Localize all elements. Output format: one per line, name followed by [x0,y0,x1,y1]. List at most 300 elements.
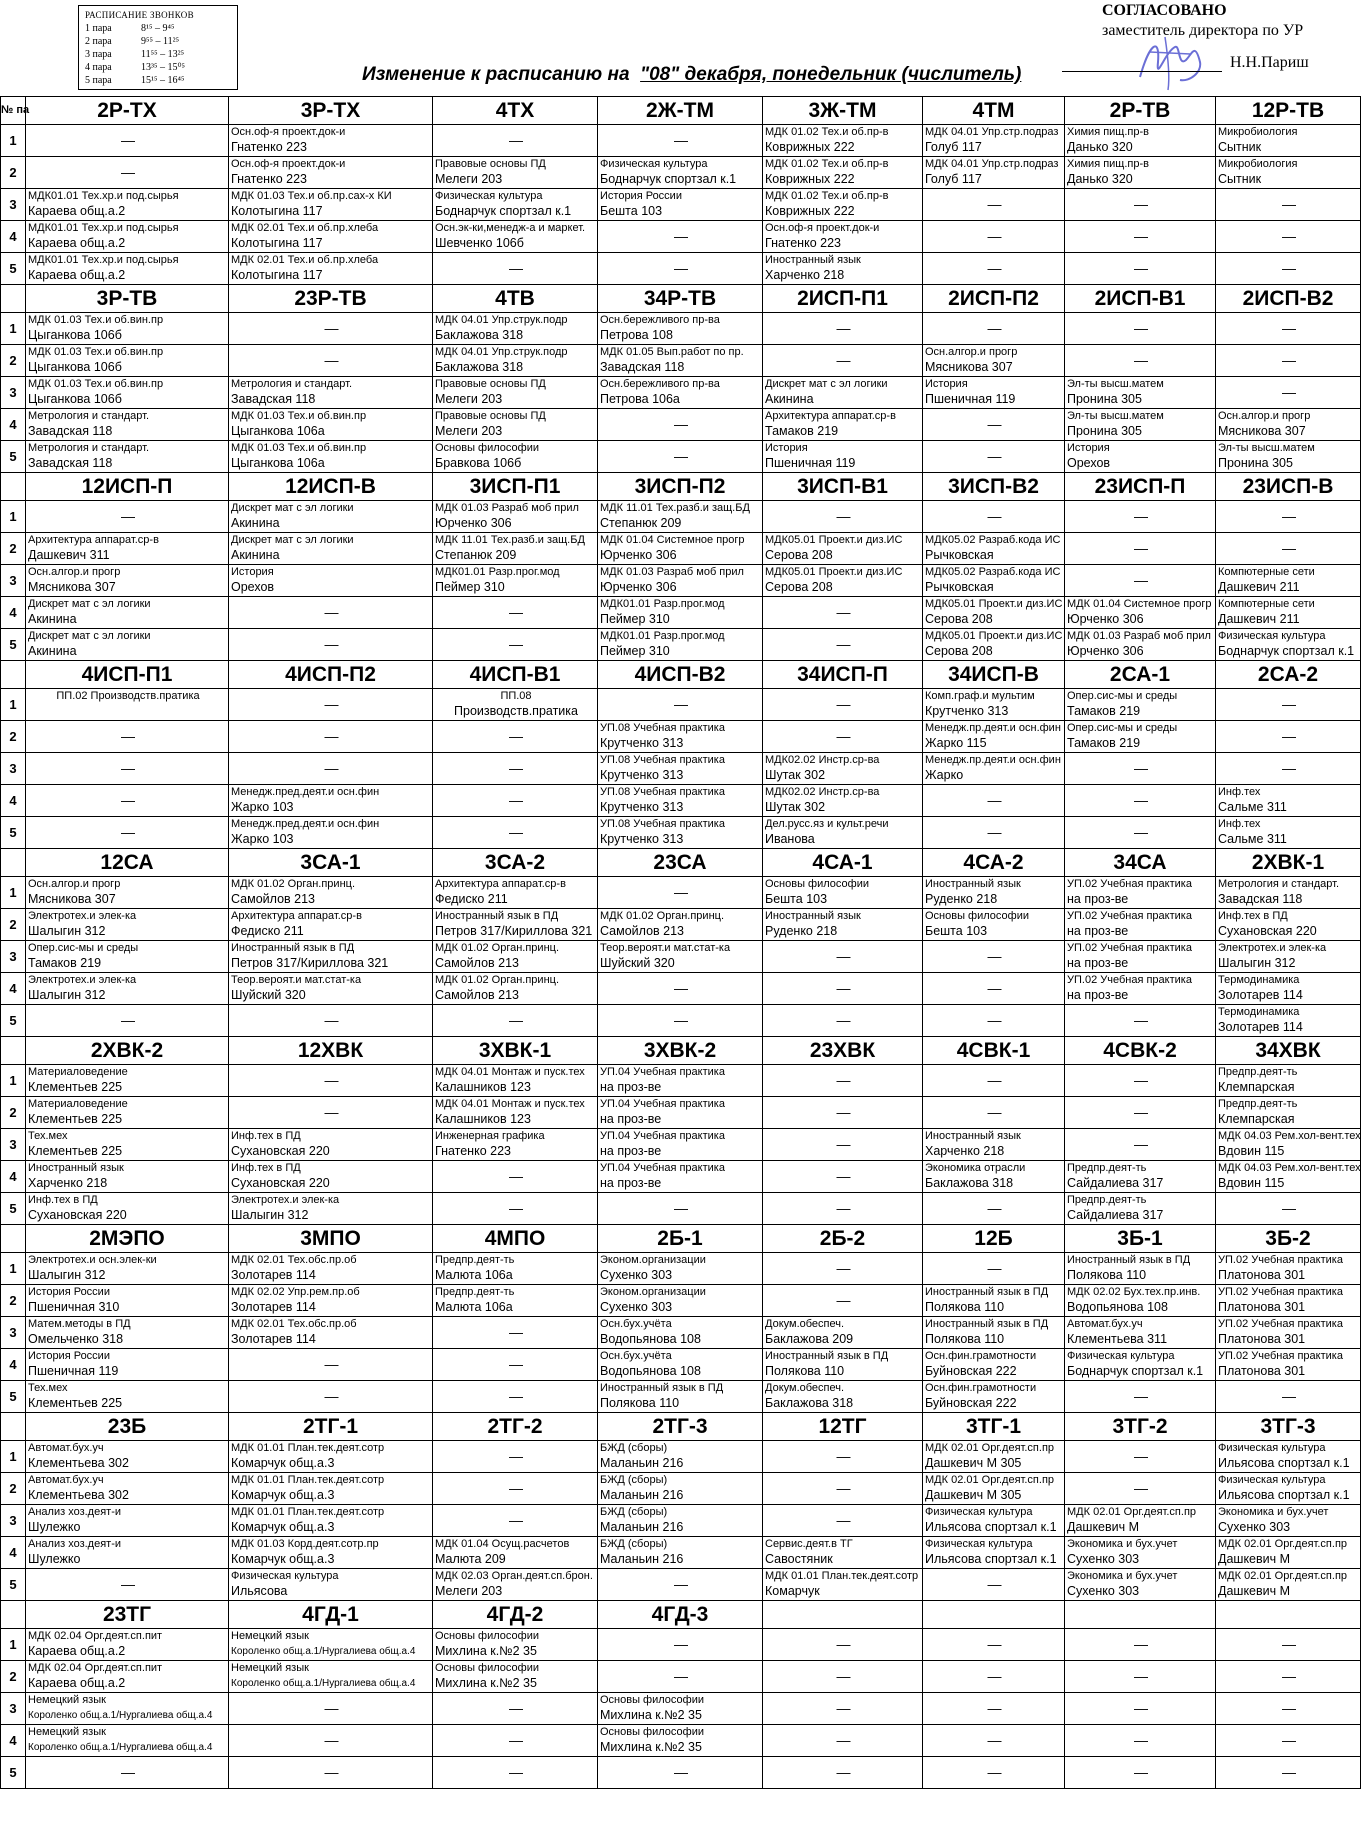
group-name: 3Р-ТХ [229,97,433,125]
lesson-cell [433,1629,598,1661]
subject: Материаловедение [28,1066,128,1078]
teacher-room: Комарчук общ.а.3 [231,1552,335,1566]
pair-number: 1 [1,689,26,721]
signature-line [1062,57,1222,72]
teacher-room: Дашкевич М 305 [925,1456,1022,1470]
lesson-cell [763,533,923,565]
empty-cell: — [923,1661,1065,1693]
group-name: 34ХВК [1216,1037,1361,1065]
lesson-cell [433,1097,598,1129]
group-name: 2СА-2 [1216,661,1361,689]
empty-cell: — [763,1725,923,1757]
pair-number: 4 [1,785,26,817]
teacher-room: Коврижных 222 [765,140,855,154]
subject: МДК 02.01 Тех.обс.пр.об [231,1254,357,1266]
teacher-room: Баклажова 318 [435,360,524,374]
teacher-room: Клементьева 302 [28,1488,129,1502]
lesson-cell [1216,565,1361,597]
lesson-row [1,1193,1361,1225]
teacher-room: Клемпарская [1218,1112,1295,1126]
subject: Инф.тех [1218,818,1261,830]
subject: Дискрет мат с эл логики [28,598,151,610]
subject: Электротех.и элек-ка [28,910,137,922]
subject: БЖД (сборы) [600,1538,668,1550]
subject: МДК 04.03 Рем.хол-вент.тех [1218,1162,1361,1174]
subject: Осн.оф-я проект.док-и [231,158,346,170]
subject: МДК02.02 Инстр.ср-ва [765,754,880,766]
group-name: 23ИСП-П [1065,473,1216,501]
lesson-cell [763,441,923,473]
group-name: 4ГД-3 [598,1601,763,1629]
group-name: 4ИСП-В2 [598,661,763,689]
empty-cell: — [1216,1757,1361,1789]
lesson-row [1,1285,1361,1317]
subject: Эконом.организации [600,1286,706,1298]
group-header-row [1,473,1361,501]
pair-number: 3 [1,1317,26,1349]
pair-number-header [1,285,26,313]
group-name: 23СА [598,849,763,877]
group-name [1216,1601,1361,1629]
subject: МДК 04.01 Упр.стр.подраз [925,158,1059,170]
empty-cell: — [1065,221,1216,253]
teacher-room: Баклажова 318 [765,1396,854,1410]
subject: УП.02 Учебная практика [1218,1318,1343,1330]
group-name: 23ИСП-В [1216,473,1361,501]
pair-number: 4 [1,597,26,629]
subject: МДК 01.03 Тех.и об.вин.пр [28,378,164,390]
empty-cell: — [1216,721,1361,753]
subject: Электротех.и элек-ка [1218,942,1327,954]
empty-cell: — [433,1317,598,1349]
lesson-cell [763,377,923,409]
empty-cell: — [229,753,433,785]
teacher-room: Юрченко 306 [600,548,677,562]
lesson-cell [26,221,229,253]
lesson-cell [1216,909,1361,941]
empty-cell: — [923,189,1065,221]
lesson-cell [26,1441,229,1473]
teacher-room: Караева общ.а.2 [28,1644,126,1658]
teacher-room: Дашкевич 311 [28,548,110,562]
pair-number: 5 [1,253,26,285]
teacher-room: Пронина 305 [1067,424,1142,438]
lesson-cell [763,1537,923,1569]
empty-cell: — [433,629,598,661]
subject: Правовые основы ПД [435,410,546,422]
lesson-cell [433,377,598,409]
group-name: 12ТГ [763,1413,923,1441]
group-header-row [1,849,1361,877]
lesson-cell [433,941,598,973]
subject: Экономика отрасли [925,1162,1026,1174]
subject: Предпр.деят-ть [435,1254,515,1266]
teacher-room: Золотарев 114 [1218,1020,1303,1034]
teacher-room: Михлина к.№2 35 [600,1740,702,1754]
subject: Компютерные сети [1218,566,1315,578]
teacher-room: Калашников 123 [435,1080,531,1094]
subject: Автомат.бух.уч [1067,1318,1143,1330]
subject: Иностранный язык в ПД [435,910,559,922]
lesson-cell [26,1349,229,1381]
subject: Инженерная графика [435,1130,545,1142]
teacher-room: Клементьев 225 [28,1144,123,1158]
subject: МДК 02.04 Орг.деят.сп.пит [28,1662,163,1674]
empty-cell: — [433,1005,598,1037]
teacher-room: Харченко 218 [28,1176,108,1190]
group-name: 4ГД-2 [433,1601,598,1629]
subject: Основы философии [600,1726,704,1738]
empty-cell: — [1065,1097,1216,1129]
subject: История [1067,442,1110,454]
subject: УП.04 Учебная практика [600,1098,725,1110]
lesson-row [1,1349,1361,1381]
subject: МДК 01.03 Тех.и об.вин.пр [231,410,367,422]
teacher-room: Платонова 301 [1218,1268,1306,1282]
lesson-row [1,877,1361,909]
lesson-cell [1065,941,1216,973]
bell-label: 1 пара [85,23,112,34]
pair-number-header [1,1037,26,1065]
teacher-room: Серова 208 [925,612,993,626]
empty-cell: — [763,313,923,345]
teacher-room: Рычковская [925,548,994,562]
empty-cell: — [1065,189,1216,221]
teacher-room: Бравкова 106б [435,456,522,470]
teacher-room: Федиско 211 [435,892,508,906]
empty-cell: — [1216,1693,1361,1725]
group-name: 34Р-ТВ [598,285,763,313]
subject: Метрология и стандарт. [1218,878,1339,890]
empty-cell: — [923,253,1065,285]
teacher-room: Самойлов 213 [435,988,520,1002]
empty-cell: — [433,817,598,849]
subject: Физическая культура [1067,1350,1175,1362]
teacher-room: Полякова 110 [925,1332,1005,1346]
empty-cell: — [923,1097,1065,1129]
teacher-room: Буйновская 222 [925,1364,1017,1378]
subject: Осн.эк-ки,менедж-а и маркет. [435,222,586,234]
subject: Опер.сис-мы и среды [28,942,139,954]
teacher-room: Боднарчук спортзал к.1 [1218,644,1355,658]
empty-cell: — [229,1065,433,1097]
lesson-row [1,1505,1361,1537]
empty-cell: — [763,689,923,721]
teacher-room: Сайдалиева 317 [1067,1176,1164,1190]
subject: Архитектура аппарат.ср-в [231,910,362,922]
lesson-cell [763,817,923,849]
empty-cell: — [26,157,229,189]
lesson-row [1,1473,1361,1505]
pair-number: 4 [1,1725,26,1757]
lesson-cell [1216,1569,1361,1601]
empty-cell: — [229,1693,433,1725]
subject: Комп.граф.и мультим [925,690,1035,702]
empty-cell: — [598,409,763,441]
subject: Тех.мех [28,1382,68,1394]
bell-time: 9⁵⁵ – 11²⁵ [141,36,180,47]
lesson-cell [433,689,598,721]
pair-number-header: № па [1,97,26,125]
teacher-room: Мясникова 307 [28,580,116,594]
lesson-row [1,817,1361,849]
subject: Иностранный язык [28,1162,124,1174]
teacher-room: Петров 317/Кириллова 321 [231,956,389,970]
subject: МДК 02.01 Тех.и об.пр.хлеба [231,254,379,266]
lesson-cell [763,785,923,817]
subject: УП.08 Учебная практика [600,786,725,798]
empty-cell: — [26,125,229,157]
pair-number: 5 [1,629,26,661]
subject: МДК 01.02 Орган.принц. [600,910,725,922]
teacher-room: Пронина 305 [1218,456,1293,470]
teacher-room: Мелеги 203 [435,1584,503,1598]
lesson-cell [1216,1005,1361,1037]
empty-cell: — [1065,1757,1216,1789]
teacher-room: Пеймер 310 [600,612,670,626]
teacher-room: Караева общ.а.2 [28,1676,126,1690]
teacher-room: Шуйский 320 [600,956,675,970]
teacher-room: Колотыгина 117 [231,268,323,282]
subject: МДК 11.01 Тех.разб.и защ.БД [600,502,750,514]
lesson-cell [598,629,763,661]
empty-cell: — [433,1725,598,1757]
lesson-cell [598,1253,763,1285]
lesson-cell [229,877,433,909]
teacher-room: Комарчук общ.а.3 [231,1456,335,1470]
subject: Архитектура аппарат.ср-в [765,410,896,422]
subject: МДК 02.01 Орг.деят.сп.пр [1067,1506,1197,1518]
teacher-room: Цыганкова 106а [231,424,325,438]
subject: Материаловедение [28,1098,128,1110]
subject: Метрология и стандарт. [28,410,149,422]
pair-number: 4 [1,221,26,253]
teacher-room: на проз-ве [1067,892,1129,906]
empty-cell: — [1065,785,1216,817]
group-name: 2ИСП-В1 [1065,285,1216,313]
empty-cell: — [598,441,763,473]
subject: МДК 01.04 Системное прогр [600,534,745,546]
empty-cell: — [598,253,763,285]
teacher-room: Маланьин 216 [600,1520,684,1534]
subject: Экономика и бух.учет [1067,1570,1178,1582]
lesson-cell [598,1505,763,1537]
group-name: 3ИСП-П1 [433,473,598,501]
teacher-room: Самойлов 213 [231,892,316,906]
subject: Дискрет мат с эл логики [231,502,354,514]
lesson-cell [229,1473,433,1505]
teacher-room: Тамаков 219 [1067,736,1141,750]
empty-cell: — [229,629,433,661]
empty-cell: — [598,1193,763,1225]
group-name: 4СВК-1 [923,1037,1065,1065]
subject: Опер.сис-мы и среды [1067,722,1178,734]
subject: Осн.алгор.и прогр [28,878,121,890]
bell-row [85,74,231,87]
subject: МДК 04.01 Упр.стр.подраз [925,126,1059,138]
group-name [763,1601,923,1629]
subject: Иностранный язык в ПД [765,1350,889,1362]
lesson-cell [433,157,598,189]
subject: МДК 04.01 Монтаж и пуск.тех [435,1098,585,1110]
subject: Дискрет мат с эл логики [231,534,354,546]
teacher-room: Завадская 118 [28,456,113,470]
lesson-cell [598,313,763,345]
empty-cell: — [598,689,763,721]
empty-cell: — [229,721,433,753]
empty-cell: — [229,1349,433,1381]
empty-cell: — [923,313,1065,345]
bell-time: 15¹⁵ – 16⁴⁵ [141,75,185,86]
subject: Метрология и стандарт. [28,442,149,454]
lesson-cell [433,877,598,909]
lesson-cell [26,253,229,285]
lesson-cell [923,1317,1065,1349]
lesson-cell [229,785,433,817]
lesson-cell [229,1629,433,1661]
subject: История России [28,1286,110,1298]
lesson-cell [26,941,229,973]
pair-number: 1 [1,313,26,345]
teacher-room: Серова 208 [765,580,833,594]
lesson-cell [923,753,1065,785]
teacher-room: Коврижных 222 [765,204,855,218]
lesson-cell [923,877,1065,909]
empty-cell: — [1216,189,1361,221]
lesson-cell [229,441,433,473]
lesson-cell [1216,1441,1361,1473]
teacher-room: Бешта 103 [925,924,988,938]
teacher-room: Ильясова спортзал к.1 [925,1552,1057,1566]
empty-cell: — [1216,221,1361,253]
pair-number: 2 [1,721,26,753]
subject: МДК 01.02 Тех.и об.пр-в [765,126,889,138]
lesson-cell [229,1317,433,1349]
lesson-cell [1216,1161,1361,1193]
lesson-cell [26,1161,229,1193]
subject: БЖД (сборы) [600,1442,668,1454]
lesson-cell [229,1161,433,1193]
subject: Немецкий язык [231,1662,309,1674]
page-title [362,64,1021,86]
lesson-cell [26,1661,229,1693]
teacher-room: Бешта 103 [600,204,663,218]
lesson-cell [598,1065,763,1097]
teacher-room: Гнатенко 223 [435,1144,511,1158]
empty-cell: — [1216,345,1361,377]
lesson-cell [923,1473,1065,1505]
lesson-cell [1065,1193,1216,1225]
bell-row [85,61,231,74]
lesson-row [1,1317,1361,1349]
lesson-cell [1065,377,1216,409]
lesson-cell [433,909,598,941]
subject: Предпр.деят-ть [1218,1066,1298,1078]
pair-number-header [1,849,26,877]
teacher-room: Короленко общ.а.1/Нургалиева общ.а.4 [28,1710,213,1721]
empty-cell: — [763,1097,923,1129]
group-name: 4СА-2 [923,849,1065,877]
subject: УП.02 Учебная практика [1218,1350,1343,1362]
teacher-room: Петрова 106а [600,392,680,406]
lesson-row [1,753,1361,785]
empty-cell: — [229,1097,433,1129]
empty-cell: — [763,1129,923,1161]
subject: Микробиология [1218,126,1298,138]
lesson-cell [923,1537,1065,1569]
empty-cell: — [433,1693,598,1725]
approval-signature-line [1062,54,1309,72]
subject: МДК 01.05 Вып.работ по пр. [600,346,744,358]
subject: МДК 01.01 План.тек.деят.сотр [231,1474,385,1486]
lesson-row [1,689,1361,721]
empty-cell: — [923,785,1065,817]
lesson-cell [229,1537,433,1569]
empty-cell: — [26,721,229,753]
teacher-room: Комарчук общ.а.3 [231,1520,335,1534]
subject: Дискрет мат с эл логики [28,630,151,642]
empty-cell: — [763,345,923,377]
lesson-row [1,157,1361,189]
lesson-cell [598,1725,763,1757]
group-name: 2ИСП-В2 [1216,285,1361,313]
lesson-cell [1065,125,1216,157]
lesson-cell [26,1693,229,1725]
teacher-room: Орехов [1067,456,1111,470]
subject: МДК 01.03 Тех.и об.вин.пр [28,314,164,326]
teacher-room: Самойлов 213 [435,956,520,970]
teacher-room: Сытник [1218,140,1262,154]
subject: Компютерные сети [1218,598,1315,610]
teacher-room: Дашкевич М [1218,1552,1291,1566]
teacher-room: Жарко [925,768,964,782]
subject: Инф.тех в ПД [1218,910,1288,922]
teacher-room: Акинина [765,392,814,406]
lesson-cell [26,313,229,345]
teacher-room: Водопьянова 108 [1067,1300,1168,1314]
empty-cell: — [763,1757,923,1789]
subject: МДК 02.01 Орг.деят.сп.пр [1218,1570,1348,1582]
lesson-row [1,909,1361,941]
empty-cell: — [923,1193,1065,1225]
subject: МДК 04.01 Монтаж и пуск.тех [435,1066,585,1078]
teacher-room: Степанюк 209 [600,516,682,530]
lesson-cell [923,721,1065,753]
subject: Предпр.деят-ть [1218,1098,1298,1110]
pair-number: 2 [1,533,26,565]
lesson-cell [26,1129,229,1161]
empty-cell: — [229,689,433,721]
lesson-row [1,973,1361,1005]
lesson-cell [1065,1349,1216,1381]
lesson-cell [923,533,1065,565]
teacher-room: Цыганкова 106а [231,456,325,470]
subject: МДК 01.02 Тех.и об.пр-в [765,190,889,202]
group-name: 2Р-ТХ [26,97,229,125]
lesson-row [1,1537,1361,1569]
subject: Менедж.пред.деят.и осн.фин [231,786,380,798]
teacher-room: Пеймер 310 [435,580,505,594]
teacher-room: Крутченко 313 [600,832,684,846]
empty-cell: — [1065,1473,1216,1505]
lesson-row [1,785,1361,817]
teacher-room: на проз-ве [600,1176,662,1190]
lesson-cell [1216,817,1361,849]
subject: УП.08 Учебная практика [600,754,725,766]
subject: МДК 04.01 Упр.струк.подр [435,346,568,358]
lesson-cell [433,533,598,565]
pair-number: 2 [1,1285,26,1317]
